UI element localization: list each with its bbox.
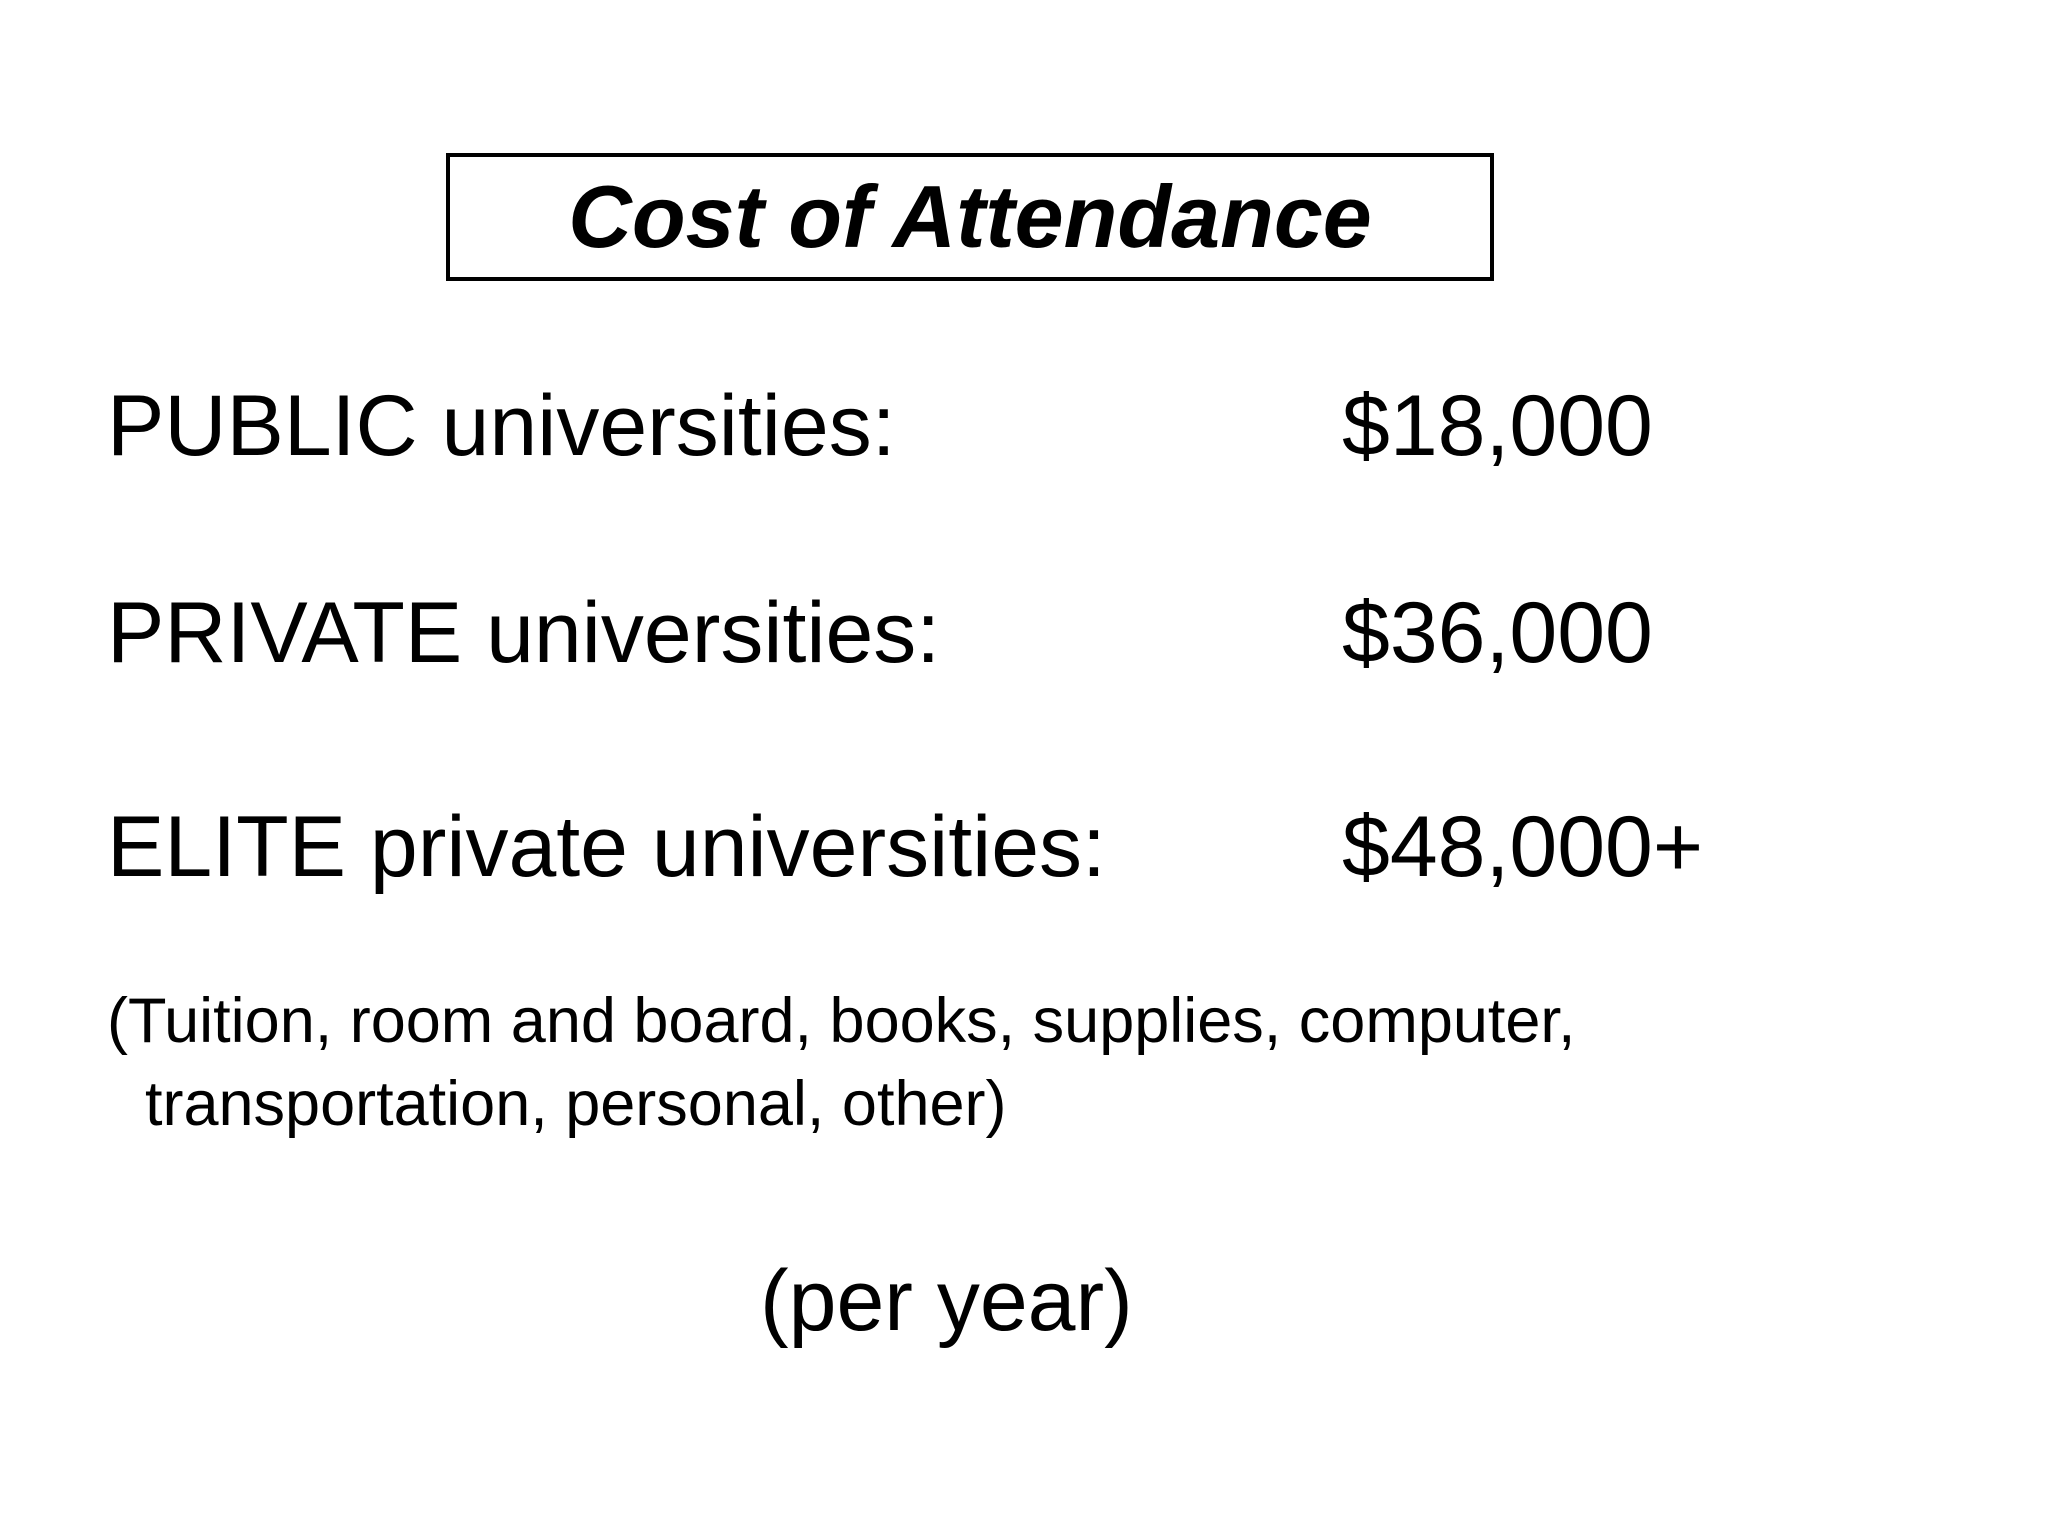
slide-title: Cost of Attendance [568,167,1372,266]
row-value-elite: $48,000+ [1342,799,1704,895]
note-line-1: (Tuition, room and board, books, supplies, computer, [107,986,1576,1056]
title-box [446,153,1494,281]
row-value-public: $18,000 [1342,378,1653,474]
row-label-private: PRIVATE universities: [107,585,941,681]
row-value-private: $36,000 [1342,585,1653,681]
row-label-public: PUBLIC universities: [107,378,896,474]
note-line-2: transportation, personal, other) [145,1069,1007,1139]
period-label: (per year) [760,1253,1133,1349]
row-label-elite: ELITE private universities: [107,799,1106,895]
